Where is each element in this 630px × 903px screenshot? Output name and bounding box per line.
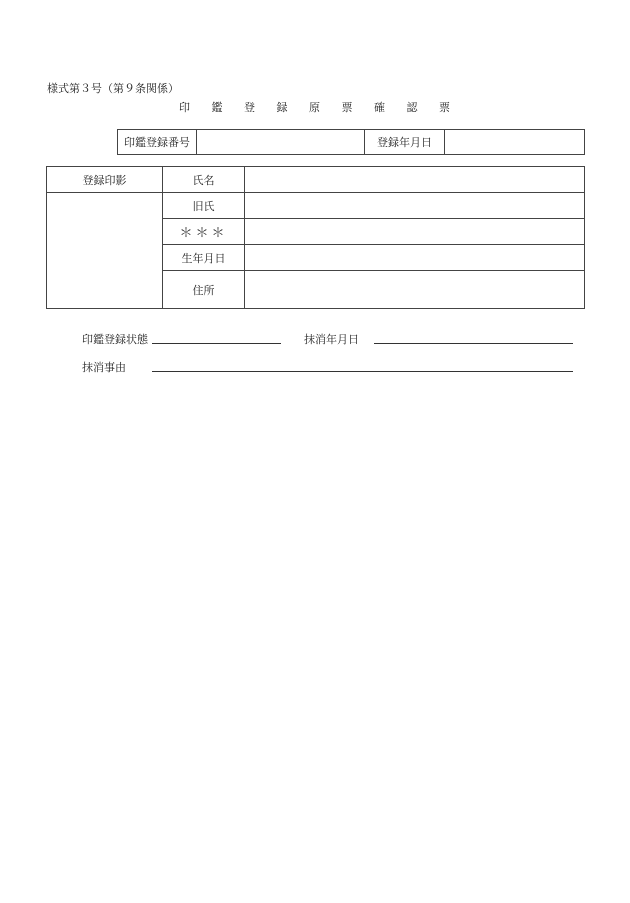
- registration-date-label: 登録年月日: [365, 130, 445, 155]
- cancellation-reason-label: 抹消事由: [82, 361, 126, 374]
- cancellation-date-line[interactable]: [374, 343, 573, 344]
- former-surname-field[interactable]: [245, 193, 585, 219]
- name-field[interactable]: [245, 167, 585, 193]
- registration-date-field[interactable]: [445, 130, 585, 155]
- document-title: 印 鑑 登 録 原 票 確 認 票: [179, 101, 459, 114]
- masked-label: ＊＊＊: [163, 219, 245, 245]
- registration-status-label: 印鑑登録状態: [82, 333, 148, 346]
- registrant-table: [46, 166, 585, 309]
- registration-number-label: 印鑑登録番号: [118, 130, 197, 155]
- registration-status-line[interactable]: [152, 343, 281, 344]
- birth-date-label: 生年月日: [163, 245, 245, 271]
- registration-info-table: [117, 129, 585, 155]
- registration-number-field[interactable]: [197, 130, 365, 155]
- masked-field[interactable]: [245, 219, 585, 245]
- address-field[interactable]: [245, 271, 585, 309]
- cancellation-date-label: 抹消年月日: [304, 333, 359, 346]
- seal-impression-box: [47, 193, 163, 309]
- seal-impression-label: 登録印影: [47, 167, 163, 193]
- name-label: 氏名: [163, 167, 245, 193]
- cancellation-reason-line[interactable]: [152, 371, 573, 372]
- form-number: 様式第３号（第９条関係）: [47, 82, 179, 95]
- former-surname-label: 旧氏: [163, 193, 245, 219]
- address-label: 住所: [163, 271, 245, 309]
- birth-date-field[interactable]: [245, 245, 585, 271]
